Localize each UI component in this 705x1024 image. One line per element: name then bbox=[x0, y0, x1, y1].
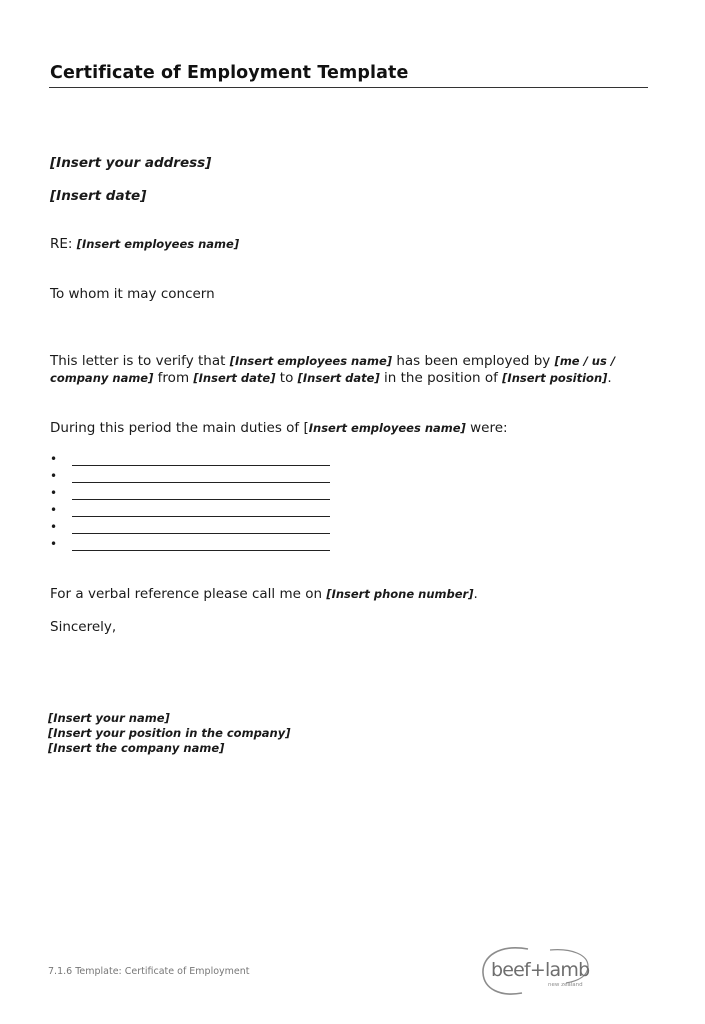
duty-list-item bbox=[50, 452, 340, 469]
salutation: To whom it may concern bbox=[50, 286, 215, 302]
phone-placeholder: [Insert phone number] bbox=[326, 587, 474, 601]
duty-list-item bbox=[50, 486, 340, 503]
signature-position-placeholder: [Insert your position in the company] bbox=[48, 726, 291, 740]
verify-text-4: to bbox=[279, 370, 294, 386]
duty-blank-line bbox=[72, 465, 330, 466]
beef-lamb-logo bbox=[480, 946, 592, 998]
closing: Sincerely, bbox=[50, 619, 117, 635]
title-underline bbox=[49, 87, 648, 88]
verify-text-1: This letter is to verify that bbox=[50, 353, 226, 369]
verify-start-date-placeholder: [Insert date] bbox=[193, 371, 276, 385]
duty-blank-line bbox=[72, 550, 330, 551]
duties-line bbox=[50, 420, 508, 436]
reference-line bbox=[50, 586, 478, 602]
verify-employer-placeholder: [me / us / company name] bbox=[50, 354, 616, 385]
reference-text-1: For a verbal reference please call me on bbox=[50, 586, 323, 602]
duties-list bbox=[50, 452, 340, 554]
duties-text-2: were: bbox=[470, 420, 508, 436]
duty-list-item bbox=[50, 469, 340, 486]
verify-text-2: has been employed by bbox=[396, 353, 551, 369]
signature-name-placeholder: [Insert your name] bbox=[48, 711, 170, 725]
re-placeholder: [Insert employees name] bbox=[76, 237, 240, 251]
bullet-icon: • bbox=[50, 452, 58, 466]
duties-text-1: During this period the main duties of [ bbox=[50, 420, 309, 436]
date-placeholder: [Insert date] bbox=[50, 188, 147, 204]
address-placeholder: [Insert your address] bbox=[50, 155, 212, 171]
logo-subtext: new zealand bbox=[548, 982, 583, 988]
signature-company-placeholder: [Insert the company name] bbox=[48, 741, 225, 755]
verification-paragraph bbox=[50, 353, 650, 387]
duty-blank-line bbox=[72, 533, 330, 534]
verify-position-placeholder: [Insert position] bbox=[502, 371, 608, 385]
bullet-icon: • bbox=[50, 537, 58, 551]
duty-blank-line bbox=[72, 482, 330, 483]
footer-text: 7.1.6 Template: Certificate of Employment bbox=[48, 966, 250, 977]
duty-list-item bbox=[50, 503, 340, 520]
verify-text-3: from bbox=[157, 370, 190, 386]
bullet-icon: • bbox=[50, 486, 58, 500]
reference-text-2: . bbox=[473, 586, 478, 602]
duties-employee-placeholder: Insert employees name] bbox=[308, 421, 466, 435]
duty-blank-line bbox=[72, 516, 330, 517]
duty-blank-line bbox=[72, 499, 330, 500]
signature-block bbox=[48, 711, 291, 756]
verify-end-date-placeholder: [Insert date] bbox=[297, 371, 380, 385]
duty-list-item bbox=[50, 520, 340, 537]
verify-employee-placeholder: [Insert employees name] bbox=[229, 354, 393, 368]
verify-text-5: in the position of bbox=[384, 370, 498, 386]
duty-list-item bbox=[50, 537, 340, 554]
re-label: RE: bbox=[50, 236, 73, 252]
bullet-icon: • bbox=[50, 469, 58, 483]
logo-text: beef+lamb bbox=[491, 959, 590, 981]
page-title: Certificate of Employment Template bbox=[50, 63, 409, 83]
bullet-icon: • bbox=[50, 520, 58, 534]
re-line bbox=[50, 236, 239, 252]
bullet-icon: • bbox=[50, 503, 58, 517]
verify-text-6: . bbox=[607, 370, 612, 386]
